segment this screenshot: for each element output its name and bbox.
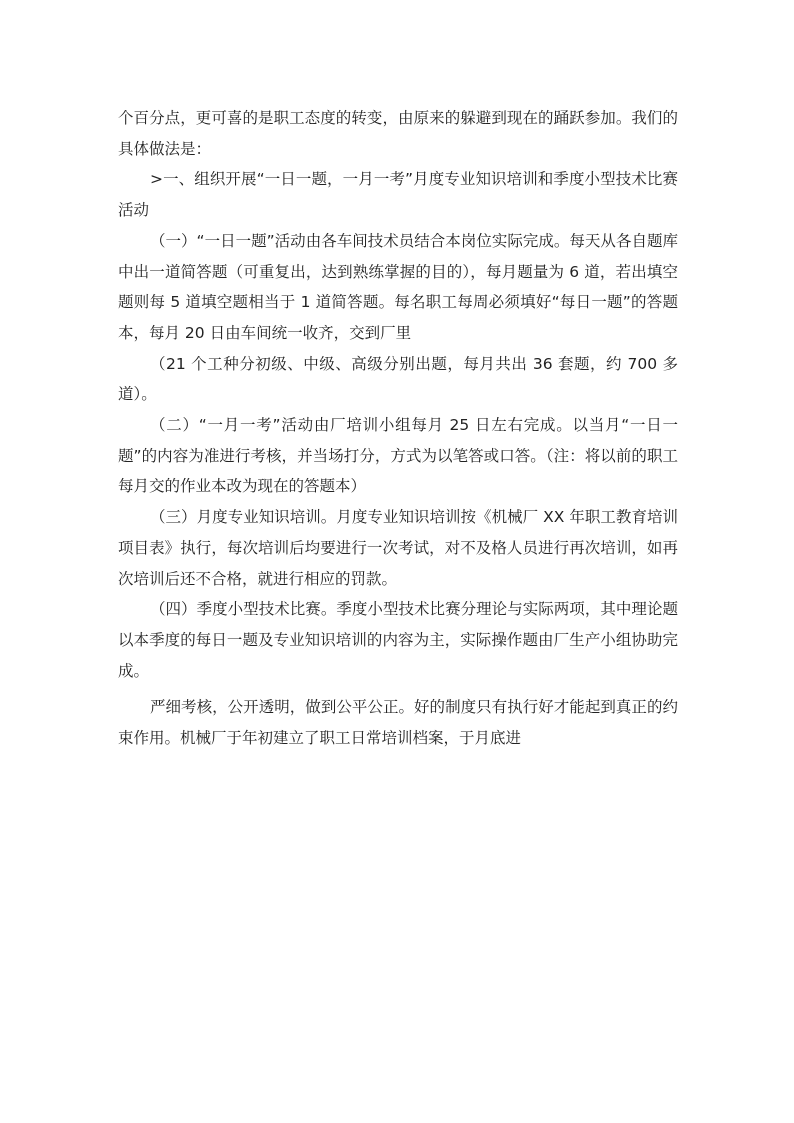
document-body [118,103,678,754]
paragraph-continuation: 个百分点，更可喜的是职工态度的转变，由原来的躲避到现在的踊跃参加。我们的具体做法是： [118,109,678,158]
paragraph-item-four: （四）季度小型技术比赛。季度小型技术比赛分理论与实际两项，其中理论题以本季度的每日一题及专业知识培训的内容为主，实际操作题由厂生产小组协助完成。 [118,600,678,680]
paragraph-item-three: （三）月度专业知识培训。月度专业知识培训按《机械厂 XX 年职工教育培训项目表》执行，每次培训后均要进行一次考试，对不及格人员进行再次培训，如再次培训后还不合格，就进行相应的罚款。 [118,508,678,588]
section-heading-one: >一、组织开展“一日一题，一月一考”月度专业知识培训和季度小型技术比赛活动 [118,170,678,220]
paragraph-item-two: （二）“一月一考”活动由厂培训小组每月 25 日左右完成。以当月“一日一题”的内容为准进行考核，并当场打分，方式为以笔答或口答。（注：将以前的职工每月交的作业本改为现在的答题本） [118,416,678,496]
paragraph-assessment: 严细考核，公开透明，做到公平公正。好的制度只有执行好才能起到真正的约束作用。机械厂于年初建立了职工日常培训档案，于月底进 [118,698,678,748]
paragraph-item-one-note: （21 个工种分初级、中级、高级分别出题，每月共出 36 套题，约 700 多道）。 [118,354,678,404]
paragraph-item-one: （一）“一日一题”活动由各车间技术员结合本岗位实际完成。每天从各自题库中出一道简答题（可重复出，达到熟练掌握的目的），每月题量为 6 道，若出填空题则每 5 道填空题相当于 1 道简答题。每名职工每周必须填好“每日一题”的答题本，每月 20 日由车间统一收齐，交到厂里 [118,231,678,342]
